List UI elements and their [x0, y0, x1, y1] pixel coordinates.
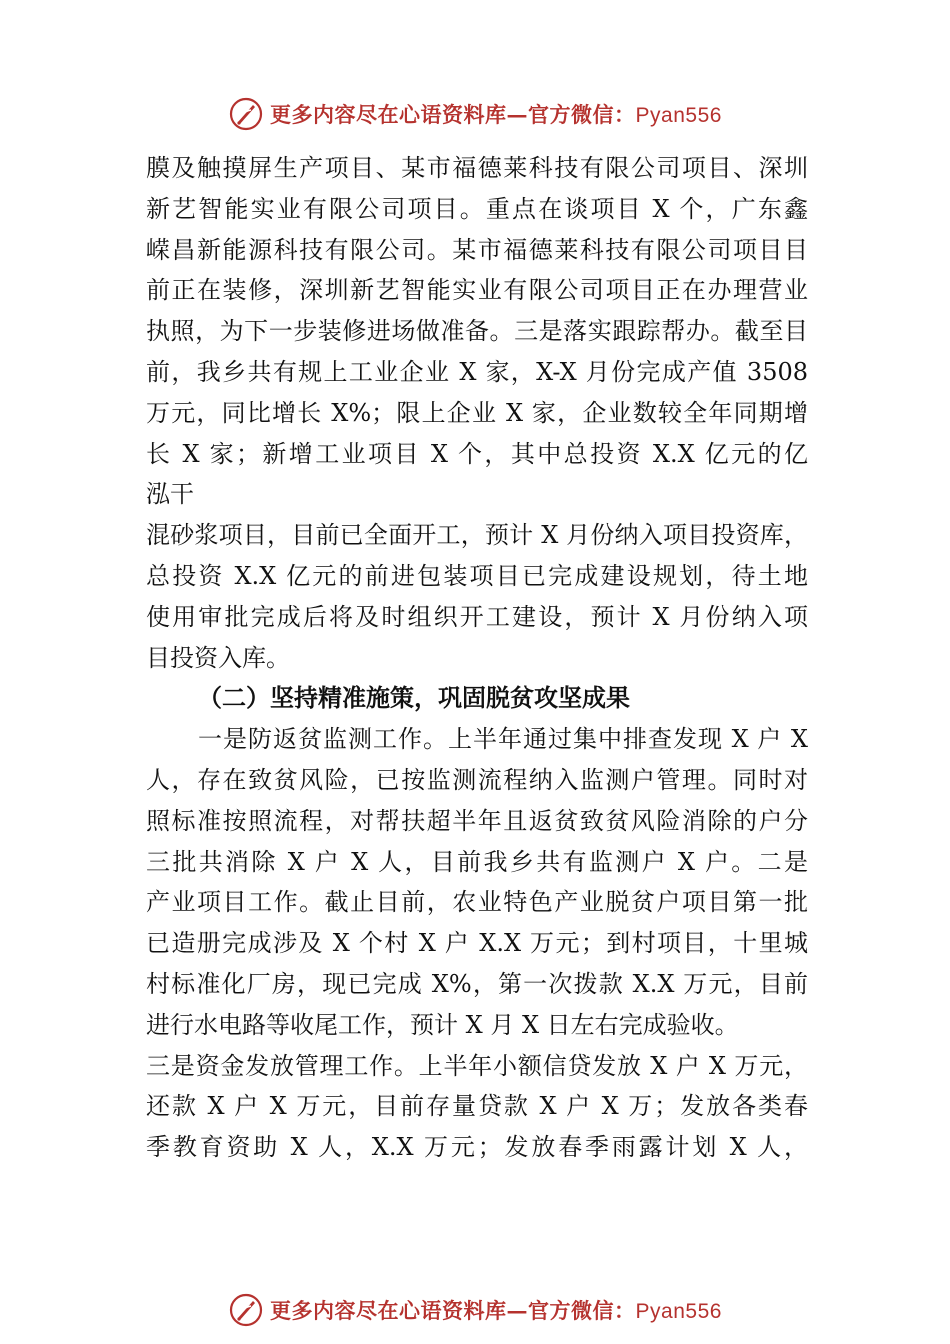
text-line: 目投资入库。 [146, 643, 290, 672]
watermark-text [270, 1295, 722, 1325]
text-line: 前正在装修，深圳新艺智能实业有限公司项目正在办理营业 [146, 276, 808, 305]
text-line: 嵘昌新能源科技有限公司。某市福德莱科技有限公司项目目 [146, 235, 808, 264]
text-line: 已造册完成涉及 X 个村 X 户 X.X 万元；到村项目，十里城 [146, 929, 808, 958]
text-line: 产业项目工作。截止目前，农业特色产业脱贫户项目第一批 [146, 888, 808, 917]
text-line: 前，我乡共有规上工业企业 X 家，X-X 月份完成产值 3508 [146, 357, 808, 386]
quill-circle-icon [228, 1292, 264, 1328]
watermark-banner-bottom [0, 1288, 950, 1332]
quill-circle-icon [228, 96, 264, 132]
paragraph-2 [146, 515, 808, 678]
paragraph-1 [146, 148, 808, 515]
section-heading: （二）坚持精准施策，巩固脱贫攻坚成果 [198, 683, 630, 713]
watermark-prefix: 更多内容尽在心语资料库—官方微信： [270, 1298, 636, 1323]
text-line: 季教育资助 X 人，X.X 万元；发放春季雨露计划 X 人， [146, 1133, 808, 1162]
text-line: 三是资金发放管理工作。上半年小额信贷发放 X 户 X 万元， [146, 1051, 808, 1080]
text-line: 村标准化厂房，现已完成 X%，第一次拨款 X.X 万元，目前 [146, 969, 808, 998]
text-line: 总投资 X.X 亿元的前进包装项目已完成建设规划，待土地 [146, 561, 808, 590]
text-line: 万元，同比增长 X%；限上企业 X 家，企业数较全年同期增 [146, 398, 808, 427]
text-line: 新艺智能实业有限公司项目。重点在谈项目 X 个，广东鑫 [146, 194, 808, 223]
watermark-text [270, 99, 722, 129]
text-line: 进行水电路等收尾工作，预计 X 月 X 日左右完成验收。 [146, 1010, 739, 1039]
paragraph-3 [146, 719, 808, 1045]
watermark-id: Pyan556 [635, 104, 722, 127]
text-line: 泓干 [146, 480, 194, 509]
text-line: 三批共消除 X 户 X 人，目前我乡共有监测户 X 户。二是 [146, 847, 808, 876]
text-line: 人，存在致贫风险，已按监测流程纳入监测户管理。同时对 [146, 765, 808, 794]
watermark-prefix: 更多内容尽在心语资料库—官方微信： [270, 102, 636, 127]
text-line: 使用审批完成后将及时组织开工建设，预计 X 月份纳入项 [146, 602, 808, 631]
watermark-banner-top [0, 92, 950, 136]
text-line: 混砂浆项目，目前已全面开工，预计 X 月份纳入项目投资库， [146, 521, 808, 550]
text-line: 照标准按照流程，对帮扶超半年且返贫致贫风险消除的户分 [146, 806, 808, 835]
text-line: 一是防返贫监测工作。上半年通过集中排查发现 X 户 X [198, 725, 808, 754]
text-line: 长 X 家；新增工业项目 X 个，其中总投资 X.X 亿元的亿 [146, 439, 808, 468]
paragraph-4 [146, 1046, 808, 1168]
text-line: 还款 X 户 X 万元，目前存量贷款 X 户 X 万；发放各类春 [146, 1092, 808, 1121]
text-line: 膜及触摸屏生产项目、某市福德莱科技有限公司项目、深圳 [146, 154, 808, 182]
text-line: 执照，为下一步装修进场做准备。三是落实跟踪帮办。截至目 [146, 317, 808, 346]
document-body [146, 148, 808, 1168]
watermark-id: Pyan556 [635, 1300, 722, 1323]
